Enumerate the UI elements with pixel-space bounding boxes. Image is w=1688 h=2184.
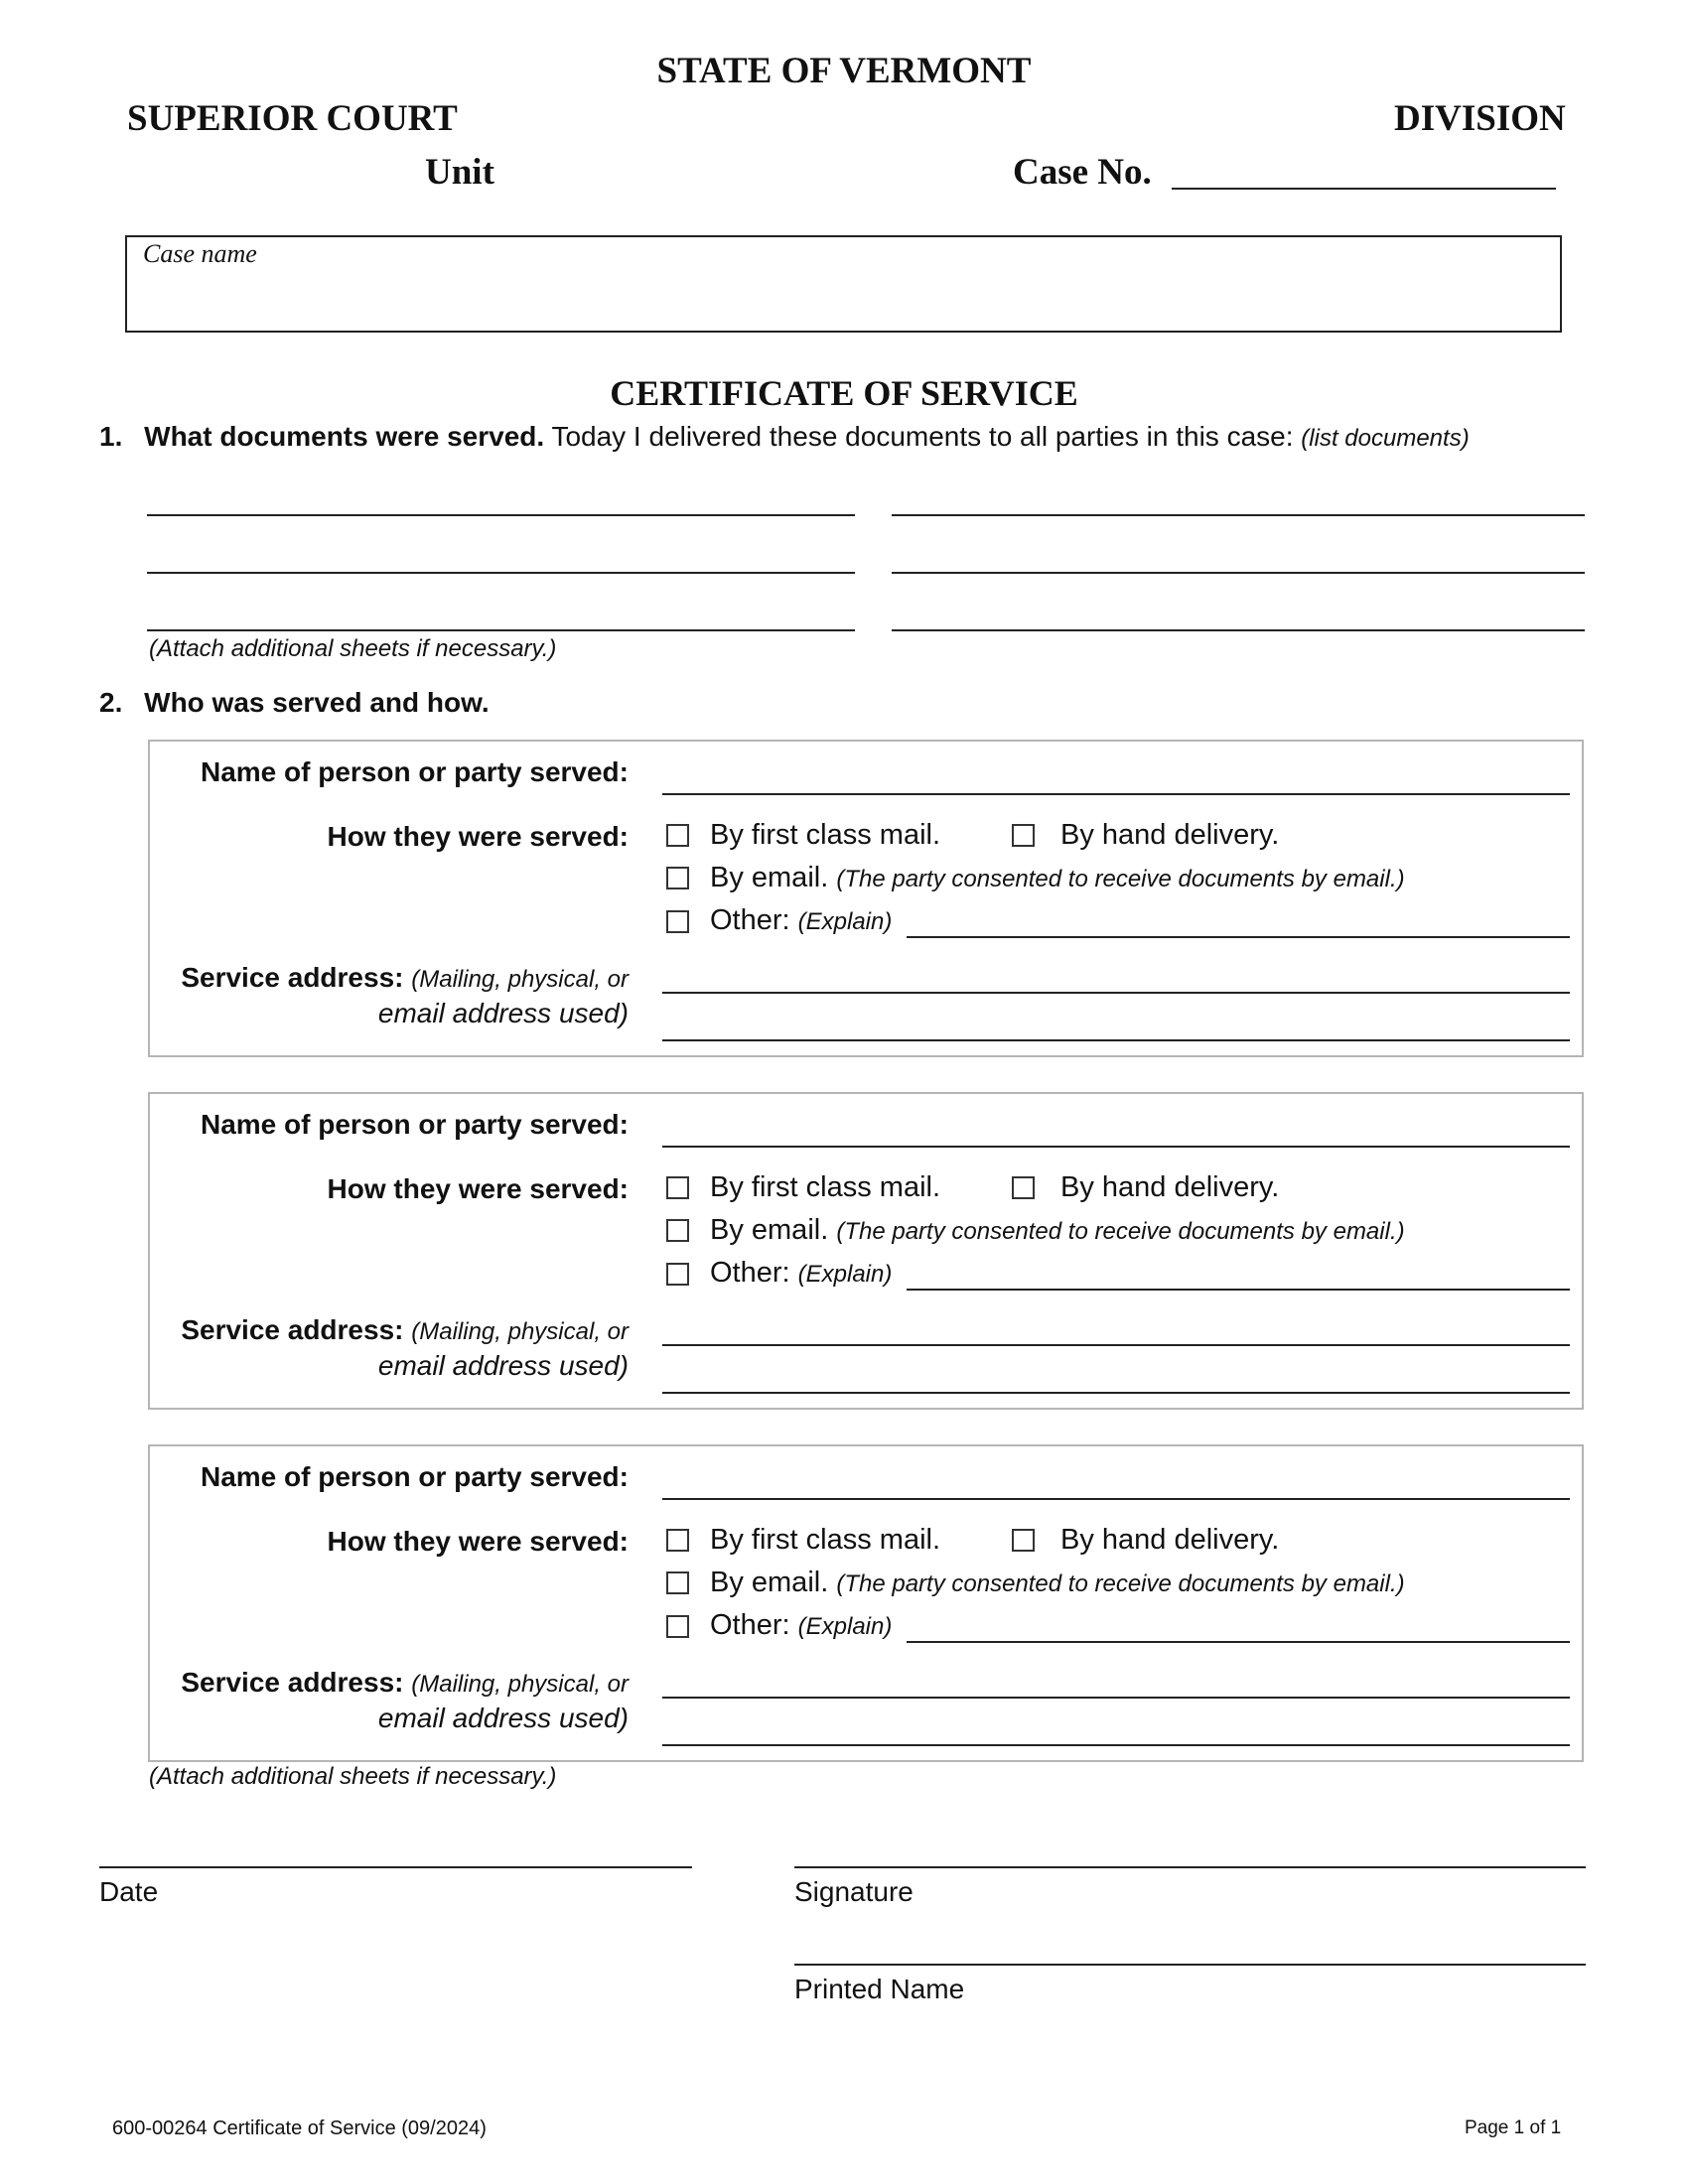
email-option — [710, 1214, 1405, 1247]
other-label: Other: — [710, 904, 790, 936]
document-line-5[interactable] — [147, 629, 855, 631]
unit-label: Unit — [425, 152, 494, 193]
other-explain-field[interactable] — [907, 936, 1570, 938]
date-field[interactable] — [99, 1866, 692, 1868]
other-checkbox[interactable] — [666, 910, 689, 933]
email-option — [710, 1567, 1405, 1599]
section1-attach-note: (Attach additional sheets if necessary.) — [149, 635, 557, 662]
address-hint-1: (Mailing, physical, or — [411, 966, 629, 993]
document-line-1[interactable] — [147, 514, 855, 516]
hand-delivery-label: By hand delivery. — [1060, 1524, 1280, 1556]
other-checkbox[interactable] — [666, 1263, 689, 1286]
address-field-1[interactable] — [662, 1697, 1570, 1699]
how-label: How they were served: — [327, 1173, 629, 1204]
first-class-mail-label: By first class mail. — [710, 819, 941, 851]
first-class-mail-checkbox[interactable] — [666, 1529, 689, 1552]
other-label: Other: — [710, 1257, 790, 1289]
division-label: DIVISION — [1394, 98, 1566, 139]
email-label: By email. — [710, 862, 829, 893]
email-checkbox[interactable] — [666, 867, 689, 889]
document-line-2[interactable] — [892, 514, 1585, 516]
other-option — [710, 1257, 892, 1290]
email-option — [710, 862, 1405, 894]
state-title: STATE OF VERMONT — [656, 51, 1032, 91]
address-label-text: Service address: — [181, 1314, 404, 1345]
address-label — [181, 962, 629, 994]
form-title: CERTIFICATE OF SERVICE — [610, 373, 1078, 413]
address-hint-2: email address used) — [377, 998, 629, 1028]
other-hint: (Explain) — [797, 908, 893, 935]
address-label — [181, 1667, 629, 1699]
address-label-text: Service address: — [181, 1667, 404, 1698]
hand-delivery-label: By hand delivery. — [1060, 819, 1280, 851]
document-line-6[interactable] — [892, 629, 1585, 631]
case-name-box[interactable] — [125, 235, 1562, 333]
address-field-1[interactable] — [662, 1344, 1570, 1346]
printed-name-field[interactable] — [794, 1964, 1586, 1966]
date-label: Date — [99, 1876, 159, 1907]
first-class-mail-label: By first class mail. — [710, 1171, 941, 1203]
page-number: Page 1 of 1 — [1465, 2117, 1562, 2138]
first-class-mail-label: By first class mail. — [710, 1524, 941, 1556]
how-label: How they were served: — [327, 1526, 629, 1557]
section1-line — [99, 421, 1470, 453]
service-block-3 — [148, 1444, 1584, 1762]
email-label: By email. — [710, 1214, 829, 1246]
service-block-2 — [148, 1092, 1584, 1410]
other-hint: (Explain) — [797, 1613, 893, 1640]
case-name-label: Case name — [143, 239, 257, 268]
address-label — [181, 1314, 629, 1346]
hand-delivery-checkbox[interactable] — [1012, 824, 1035, 847]
name-label: Name of person or party served: — [200, 1109, 629, 1140]
email-label: By email. — [710, 1567, 829, 1598]
address-hint-2: email address used) — [377, 1350, 629, 1381]
section2-line — [99, 687, 490, 719]
how-label: How they were served: — [327, 821, 629, 852]
form-id: 600-00264 Certificate of Service (09/2024) — [112, 2117, 487, 2139]
email-checkbox[interactable] — [666, 1219, 689, 1242]
section1-number: 1. — [99, 421, 123, 452]
hand-delivery-label: By hand delivery. — [1060, 1171, 1280, 1203]
other-label: Other: — [710, 1609, 790, 1641]
party-name-field[interactable] — [662, 1146, 1570, 1148]
section1-heading: What documents were served. — [144, 421, 545, 452]
signature-field[interactable] — [794, 1866, 1586, 1868]
other-hint: (Explain) — [797, 1261, 893, 1288]
signature-label: Signature — [794, 1876, 914, 1907]
document-line-3[interactable] — [147, 572, 855, 574]
other-explain-field[interactable] — [907, 1641, 1570, 1643]
email-hint: (The party consented to receive documents by email.) — [836, 1570, 1405, 1597]
case-no-field[interactable] — [1172, 188, 1556, 190]
address-hint-2: email address used) — [377, 1703, 629, 1733]
party-name-field[interactable] — [662, 1498, 1570, 1500]
other-option — [710, 904, 892, 937]
service-block-1 — [148, 740, 1584, 1057]
name-label: Name of person or party served: — [200, 1461, 629, 1492]
address-hint-1: (Mailing, physical, or — [411, 1318, 629, 1345]
section1-text: Today I delivered these documents to all parties in this case: — [551, 421, 1294, 452]
address-field-2[interactable] — [662, 1392, 1570, 1394]
first-class-mail-checkbox[interactable] — [666, 1176, 689, 1199]
email-checkbox[interactable] — [666, 1571, 689, 1594]
name-label: Name of person or party served: — [200, 756, 629, 787]
hand-delivery-checkbox[interactable] — [1012, 1176, 1035, 1199]
other-option — [710, 1609, 892, 1642]
email-hint: (The party consented to receive documents by email.) — [836, 1218, 1405, 1245]
address-field-2[interactable] — [662, 1039, 1570, 1041]
email-hint: (The party consented to receive documents by email.) — [836, 866, 1405, 892]
address-field-1[interactable] — [662, 992, 1570, 994]
address-field-2[interactable] — [662, 1744, 1570, 1746]
other-checkbox[interactable] — [666, 1615, 689, 1638]
first-class-mail-checkbox[interactable] — [666, 824, 689, 847]
party-name-field[interactable] — [662, 793, 1570, 795]
hand-delivery-checkbox[interactable] — [1012, 1529, 1035, 1552]
document-line-4[interactable] — [892, 572, 1585, 574]
other-explain-field[interactable] — [907, 1289, 1570, 1291]
address-label-text: Service address: — [181, 962, 404, 993]
section1-hint: (list documents) — [1301, 425, 1470, 452]
address-hint-1: (Mailing, physical, or — [411, 1671, 629, 1698]
case-no-label: Case No. — [1013, 152, 1152, 193]
printed-name-label: Printed Name — [794, 1974, 965, 2004]
section2-attach-note: (Attach additional sheets if necessary.) — [149, 1763, 557, 1790]
section2-heading: Who was served and how. — [144, 687, 490, 718]
court-title: SUPERIOR COURT — [127, 98, 458, 139]
section2-number: 2. — [99, 687, 123, 718]
